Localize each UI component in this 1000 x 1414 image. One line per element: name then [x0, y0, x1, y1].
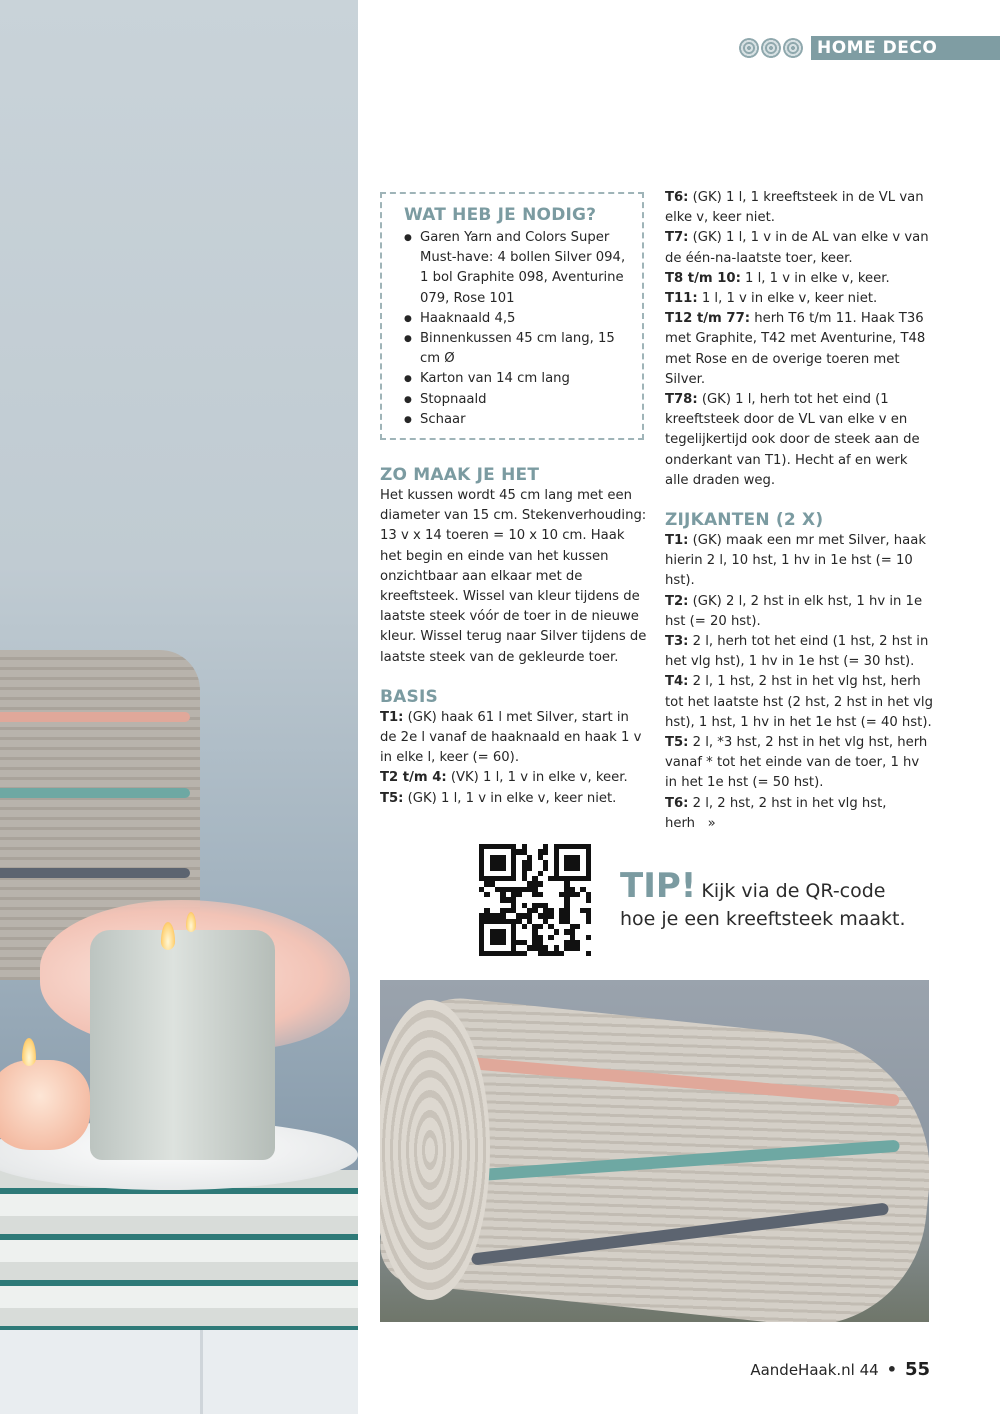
pattern-row: T1: (GK) haak 61 l met Silver, start in de 2e l vanaf de haaknaald en haak 1 v in elke l, keer (= 60). [380, 709, 642, 766]
pillow-stripe-aventurine [0, 788, 190, 798]
section-tag: HOME DECO [811, 36, 1000, 60]
book-stack [0, 1170, 358, 1330]
page-footer [750, 1359, 930, 1380]
page-header [739, 36, 1000, 60]
site-name: AandeHaak.nl 44 [750, 1361, 879, 1379]
small-candle [0, 1060, 90, 1150]
yarn-balls-logo-icon [739, 38, 803, 58]
pattern-row: T5: 2 l, *3 hst, 2 hst in het vlg hst, herh vanaf * tot het einde van de toer, 1 hv in het 1e hst (= 50 hst). [665, 735, 928, 791]
cabinet [0, 1330, 358, 1414]
basis-continued [665, 188, 935, 491]
list-item: ● Stopnaald [404, 390, 628, 410]
list-item: ● Haaknaald 4,5 [404, 309, 628, 329]
sides-heading: ZIJKANTEN (2 X) [665, 510, 824, 531]
flame-icon [22, 1038, 36, 1066]
pattern-row: T78: (GK) 1 l, herh tot het eind (1 kreeftsteek door de VL van elke v en tegelijkertijd ook door de steek aan de onderkant van T1). Hecht af en werk alle draden weg. [665, 392, 920, 488]
pattern-row: T3: 2 l, herh tot het eind (1 hst, 2 hst in het vlg hst), 1 hv in 1e hst (= 30 hst). [665, 634, 929, 670]
pattern-row: T8 t/m 10: 1 l, 1 v in elke v, keer. [665, 270, 890, 286]
tip-line-1: Kijk via de QR-code [701, 880, 886, 902]
tip-line-2: hoe je een kreeftsteek maakt. [620, 908, 906, 930]
list-item: ● Schaar [404, 410, 628, 430]
list-item: ● Binnenkussen 45 cm lang, 15 cm Ø [404, 329, 628, 369]
materials-list [404, 228, 628, 430]
materials-heading: WAT HEB JE NODIG? [404, 205, 597, 225]
pattern-row: T6: 2 l, 2 hst, 2 hst in het vlg hst, herh » [665, 795, 887, 831]
pillow-stripe-graphite [0, 868, 190, 878]
pattern-row: T6: (GK) 1 l, 1 kreeftsteek in de VL van elke v, keer niet. [665, 190, 924, 226]
tip-label: TIP! [620, 866, 697, 906]
continue-arrow-icon: » [707, 815, 716, 831]
tip-block [620, 866, 950, 932]
pattern-row: T7: (GK) 1 l, 1 v in de AL van elke v van de één-na-laatste toer, keer. [665, 230, 929, 266]
right-column [665, 188, 935, 852]
footer-separator: • [886, 1360, 897, 1379]
pattern-row: T2: (GK) 2 l, 2 hst in elk hst, 1 hv in 1e hst (= 20 hst). [665, 593, 923, 629]
pillow-closeup-photo [380, 980, 929, 1322]
pattern-row: T11: 1 l, 1 v in elke v, keer niet. [665, 291, 878, 307]
qr-code-icon[interactable] [479, 844, 591, 956]
materials-box [380, 192, 644, 440]
pattern-row: T2 t/m 4: (VK) 1 l, 1 v in elke v, keer. [380, 770, 628, 786]
howto-section [380, 464, 648, 668]
pattern-row: T12 t/m 77: herh T6 t/m 11. Haak T36 met Graphite, T42 met Aventurine, T48 met Rose en de overige toeren met Silver. [665, 311, 926, 387]
howto-heading: ZO MAAK JE HET [380, 465, 540, 486]
page-number: 55 [904, 1359, 930, 1380]
pattern-row: T4: 2 l, 1 hst, 2 hst in het vlg hst, herh tot het laatste hst (2 hst, 2 hst in het vlg hst), 1 hst, 1 hv in het 1e hst (= 40 hst). [665, 674, 933, 730]
list-item: ● Karton van 14 cm lang [404, 369, 628, 389]
sides-section [665, 509, 935, 834]
list-item: ● Garen Yarn and Colors Super Must-have: 4 bollen Silver 094, 1 bol Graphite 098, Aventurine 079, Rose 101 [404, 228, 628, 309]
pattern-row: T1: (GK) maak een mr met Silver, haak hierin 2 l, 10 hst, 1 hv in 1e hst (= 10 hst). [665, 533, 926, 589]
pillow-stripe-rose [0, 712, 190, 722]
basis-heading: BASIS [380, 686, 438, 707]
candle [90, 930, 275, 1160]
howto-text: Het kussen wordt 45 cm lang met een diameter van 15 cm. Stekenverhouding: 13 v x 14 toeren = 10 x 10 cm. Haak het begin en einde van het kussen onzichtbaar aan elkaar met de kreeftsteek. Wissel van kleur tijdens de laatste steek vóór de toer in de nieuwe kleur. Wissel terug naar Silver tijdens de laatste steek van de gekleurde toer. [380, 488, 647, 665]
left-column [380, 192, 648, 827]
basis-section [380, 686, 648, 809]
pattern-row: T5: (GK) 1 l, 1 v in elke v, keer niet. [380, 790, 617, 806]
left-photo-candles-pillow [0, 0, 358, 1414]
